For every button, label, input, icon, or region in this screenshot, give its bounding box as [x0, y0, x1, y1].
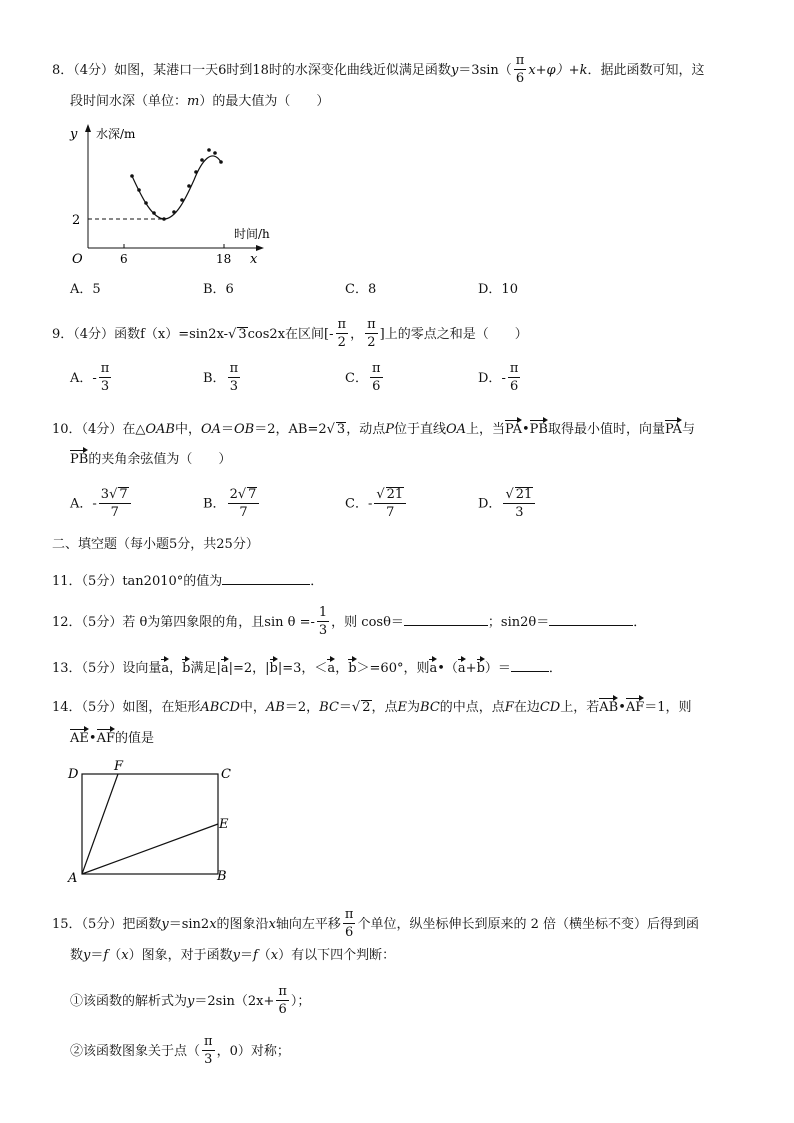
q9-func: cos2x在区间	[247, 326, 325, 342]
q15-var: y	[83, 948, 91, 963]
q14-text: •	[88, 731, 97, 746]
graph-x-axis-label: x	[250, 252, 258, 267]
q8-option-a[interactable]: A．5	[70, 282, 101, 297]
q8-var-y: y	[450, 62, 459, 78]
q15-score: （5分）	[81, 916, 123, 932]
q14-text: ，点	[371, 700, 398, 715]
sqrt-sign: √	[326, 422, 335, 437]
q15-text: ①该函数的解析式为	[70, 993, 188, 1009]
frac-numerator	[228, 487, 260, 504]
q9-option-d[interactable]	[478, 362, 522, 395]
q15-text: （	[257, 948, 271, 963]
q14-text: •	[618, 700, 626, 715]
q14-var: BC	[420, 700, 440, 715]
option-frac	[503, 487, 535, 521]
q14-text: 中，	[239, 700, 266, 715]
q15-text: ）有以下四个判断：	[278, 948, 396, 963]
q14-text: ＝2，	[284, 700, 320, 715]
sqrt-sign: √	[237, 487, 247, 502]
frac-numerator: π	[202, 1035, 215, 1051]
vector-a: a	[161, 657, 169, 675]
radicand: 7	[248, 487, 257, 502]
q8-number: 8．	[52, 62, 74, 78]
q10-var: OAB	[145, 422, 175, 437]
q15-text: ＝	[239, 948, 253, 963]
vector-af: AF	[97, 727, 115, 745]
q12-text: ；sin2θ＝	[487, 614, 550, 630]
option-label: C．	[345, 370, 368, 386]
frac-denominator: 6	[372, 379, 381, 395]
q10-option-a[interactable]	[70, 487, 133, 521]
option-label: B．	[203, 370, 226, 386]
q15-var: y	[187, 993, 195, 1009]
q13-number: 13．	[52, 661, 82, 676]
q11-text: ．	[310, 574, 324, 589]
q11-line	[52, 572, 323, 588]
minus-sign: -	[329, 326, 334, 342]
graph-origin-label: O	[72, 252, 83, 267]
q12-text: ．	[633, 614, 647, 630]
radicand: 21	[515, 487, 533, 502]
frac-denominator: 3	[229, 379, 238, 395]
sqrt-sign: √	[351, 700, 361, 715]
frac-denominator: 3	[318, 623, 328, 639]
sqrt-sign: √	[376, 487, 385, 502]
comma: ，	[350, 326, 364, 342]
q10-option-c[interactable]	[345, 487, 408, 521]
q8-line1	[52, 54, 704, 87]
q10-text: ＝	[221, 422, 235, 437]
q15-frac	[343, 908, 356, 941]
q9-neg-pi-over-2	[336, 318, 349, 351]
frac-denominator: 7	[239, 505, 248, 521]
sqrt-sign: √	[109, 487, 118, 502]
q9-line1	[52, 318, 528, 351]
q15-var: x	[270, 948, 279, 963]
q15-text: ，0）对称；	[216, 1043, 290, 1059]
q15-frac	[202, 1035, 215, 1068]
frac-numerator	[99, 487, 131, 504]
graph-x-tick-6: 6	[120, 252, 128, 266]
option-frac	[99, 362, 112, 395]
q12-number: 12．	[52, 614, 82, 630]
section-heading: 二、填空题（每小题5分，共25分）	[52, 537, 259, 552]
q14-line1	[52, 696, 692, 715]
q12-score: （5分）	[81, 614, 123, 630]
q14-text: 上，若	[560, 700, 600, 715]
frac-denominator: 6	[515, 71, 525, 87]
option-frac	[370, 362, 383, 395]
fig-label-f: F	[114, 759, 124, 774]
frac-numerator: π	[370, 362, 383, 378]
frac-numerator	[503, 487, 535, 504]
q8-text: 时的水深变化曲线近似满足函数	[268, 62, 451, 78]
option-label: B．	[203, 496, 226, 512]
q10-text: ，动点	[346, 422, 386, 437]
q15-judgement-2	[70, 1035, 290, 1068]
vector-b: b	[348, 657, 356, 675]
graph-y-title: 水深/m	[96, 127, 136, 141]
q14-sqrt-2: 2	[362, 700, 371, 715]
sqrt-sign: √	[505, 487, 514, 502]
q8-func: ＝3sin（	[458, 62, 512, 78]
q9-func: 函数f（x）=sin2x-	[114, 326, 229, 342]
frac-numerator: π	[365, 318, 378, 334]
vector-a: a	[458, 657, 466, 675]
frac-denominator: 2	[367, 335, 376, 351]
radicand: 7	[119, 487, 128, 502]
q13-text: ，	[335, 661, 349, 676]
q8-func: x+φ）+	[528, 62, 580, 78]
q12-sin: sin θ =-	[264, 614, 315, 630]
q15-number: 15．	[52, 916, 82, 932]
q14-text: 的值是	[114, 731, 154, 746]
q15-var: f	[103, 948, 109, 963]
frac-numerator: π	[343, 908, 356, 924]
q13-score: （5分）	[81, 661, 123, 676]
q8-text: ）的最大值为（ ）	[199, 94, 330, 109]
option-label: D．	[478, 496, 502, 512]
q13-text: ．	[548, 661, 562, 676]
q14-var: BC	[319, 700, 339, 715]
q9-sqrt-3: 3	[238, 326, 247, 342]
q14-score: （5分）	[81, 700, 123, 715]
frac-denominator: 2	[337, 335, 346, 351]
q8-text: 如图，某港口一天	[114, 62, 219, 78]
q13-answer-blank[interactable]	[511, 659, 549, 672]
q15-text: ②该函数图象关于点（	[70, 1043, 201, 1059]
q14-text: ＝1，则	[644, 700, 692, 715]
graph-y-axis-label: y	[70, 127, 78, 142]
q15-text: ＝2sin（2x+	[194, 993, 275, 1009]
q11-text: tan2010°的值为	[122, 574, 223, 589]
q12-text: ，则 cosθ＝	[331, 614, 404, 630]
fig-label-d: D	[68, 767, 79, 782]
q15-var: f	[252, 948, 258, 963]
frac-numerator: π	[336, 318, 349, 334]
q10-var: OA	[200, 422, 221, 437]
q10-text: •	[522, 422, 530, 437]
option-label: D．	[478, 370, 502, 386]
vector-ae: AE	[70, 727, 89, 745]
q14-var: CD	[539, 700, 561, 715]
q8-hour-6: 6	[218, 62, 227, 78]
frac-numerator: π	[276, 985, 289, 1001]
vector-b: b	[270, 657, 278, 675]
q10-text: 中，	[174, 422, 201, 437]
q14-text: ＝	[338, 700, 352, 715]
option-label: A．	[70, 370, 93, 386]
frac-numerator: π	[508, 362, 521, 378]
fig-label-b: B	[217, 869, 227, 884]
q10-number: 10．	[52, 422, 82, 437]
q15-var: y	[232, 948, 240, 963]
q9-bracket: [	[324, 326, 330, 342]
q8-line2	[70, 95, 329, 108]
frac-numerator	[374, 487, 406, 504]
q8-option-d[interactable]: D．10	[478, 282, 518, 297]
q15-text: ）图象，对于函数	[128, 948, 233, 963]
q13-line	[52, 657, 562, 675]
frac-denominator: 3	[204, 1052, 213, 1068]
q15-var: x	[121, 948, 129, 963]
q12-frac	[317, 606, 329, 639]
fig-label-c: C	[221, 767, 231, 782]
q10-text: 与	[681, 422, 695, 437]
q9-bracket: ]	[379, 326, 385, 342]
q14-text: 如图，在矩形	[122, 700, 201, 715]
option-label: A．	[70, 496, 93, 512]
q8-text: 时到	[226, 62, 253, 78]
q10-var: OB	[234, 422, 255, 437]
q8-pi-over-6	[514, 54, 527, 87]
frac-numerator: π	[99, 362, 112, 378]
q10-score: （4分）	[81, 422, 123, 437]
frac-denominator: 7	[386, 505, 395, 521]
option-sign: -	[92, 496, 97, 512]
q13-text: 满足|	[190, 661, 221, 676]
q10-text: 上，当	[466, 422, 506, 437]
q15-text: ）；	[290, 993, 311, 1009]
graph-y-tick-2: 2	[72, 213, 81, 228]
fig-label-e: E	[219, 817, 229, 832]
q12-sin2-blank[interactable]	[549, 613, 633, 626]
frac-denominator: 3	[515, 505, 524, 521]
q15-text: 把函数	[122, 916, 162, 932]
q15-text: 轴向左平移	[275, 916, 341, 932]
q10-text: ＝2，AB=2	[254, 422, 327, 437]
q14-line2	[70, 727, 154, 745]
option-sign: -	[501, 370, 506, 386]
option-sign: -	[92, 370, 97, 386]
q15-text: 个单位，纵坐标伸长到原来的 2 倍（横坐标不变）后得到函	[357, 916, 699, 932]
frac-denominator: 3	[100, 379, 110, 395]
q12-text: 若 θ为第四象限的角，且	[122, 614, 265, 630]
q15-frac	[276, 985, 289, 1018]
vector-b: b	[182, 657, 190, 675]
q15-var: x	[209, 916, 217, 932]
frac-numerator: π	[514, 54, 527, 70]
q10-text: 在△	[122, 422, 146, 437]
vector-af: AF	[626, 696, 644, 714]
option-frac	[508, 362, 521, 395]
coef: 2	[229, 487, 238, 502]
q14-var: F	[504, 700, 514, 715]
vector-pb: PB	[70, 448, 88, 466]
radicand: 21	[386, 487, 404, 502]
q10-var: OA	[445, 422, 467, 437]
option-frac	[228, 362, 241, 395]
q12-line	[52, 606, 646, 639]
vector-pa: PA	[505, 418, 522, 436]
q10-text: 位于直线	[393, 422, 446, 437]
q9-option-a[interactable]	[70, 362, 113, 395]
q9-pi-over-2	[365, 318, 378, 351]
q14-rectangle-figure	[62, 758, 242, 888]
frac-numerator: 1	[317, 606, 329, 622]
q14-number: 14．	[52, 700, 82, 715]
q8-var-k: k	[579, 62, 588, 78]
vector-pa: PA	[665, 418, 682, 436]
q8-text: 段时间水深（单位：	[70, 94, 188, 109]
q14-text: 为	[407, 700, 421, 715]
q15-text: ＝	[90, 948, 104, 963]
q10-text: 取得最小值时，向量	[547, 422, 665, 437]
q14-text: 的中点，点	[439, 700, 505, 715]
q9-option-b[interactable]	[203, 362, 242, 395]
frac-denominator: 6	[278, 1002, 287, 1018]
q14-var: ABCD	[200, 700, 240, 715]
option-frac	[99, 487, 131, 521]
q15-var: y	[161, 916, 169, 932]
q10-text: 的夹角余弦值为（ ）	[88, 452, 232, 467]
sqrt-sign: √	[228, 326, 237, 342]
option-sign: -	[367, 496, 373, 512]
frac-numerator: π	[228, 362, 241, 378]
vector-a: a	[429, 657, 437, 675]
q15-text: 的图象沿	[216, 916, 269, 932]
frac-denominator: 7	[110, 505, 119, 521]
q14-var: E	[397, 700, 408, 715]
vector-ab: AB	[599, 696, 618, 714]
q8-hour-18: 18	[252, 62, 269, 78]
q11-score: （5分）	[81, 574, 123, 589]
graph-x-title: 时间/h	[234, 227, 270, 241]
vector-pb: PB	[530, 418, 548, 436]
frac-denominator: 6	[345, 925, 354, 941]
q14-text: 在边	[513, 700, 540, 715]
q15-var: x	[268, 916, 276, 932]
q13-text: 设向量	[122, 661, 162, 676]
q8-score: （4分）	[73, 62, 115, 78]
frac-denominator: 6	[509, 379, 519, 395]
q15-text: ＝sin2	[168, 916, 210, 932]
q8-unit-m: m	[187, 94, 200, 109]
q10-var: P	[385, 422, 394, 437]
q10-option-b[interactable]	[203, 487, 261, 521]
q13-text: ＞=60°，则	[356, 661, 430, 676]
option-frac	[228, 487, 260, 521]
q8-text: ．据此函数可知，这	[587, 62, 705, 78]
q13-text: •（	[437, 661, 458, 676]
q15-text: （	[108, 948, 122, 963]
q8-water-depth-graph	[64, 120, 274, 270]
vector-b: b	[477, 657, 485, 675]
q8-option-b[interactable]: B．6	[203, 282, 234, 297]
q12-cos-blank[interactable]	[404, 613, 488, 626]
q15-line1	[52, 908, 699, 941]
q10-line2	[70, 448, 231, 466]
q11-answer-blank[interactable]	[222, 572, 310, 585]
q9-number: 9．	[52, 326, 74, 342]
q13-text: ）＝	[484, 661, 511, 676]
q10-line1	[52, 418, 695, 437]
q9-text: 上的零点之和是（ ）	[384, 326, 528, 342]
q10-option-d[interactable]	[478, 487, 537, 521]
coef: 3	[100, 487, 110, 502]
q11-number: 11．	[52, 574, 82, 589]
q9-score: （4分）	[73, 326, 115, 342]
q15-judgement-1	[70, 985, 310, 1018]
q14-var: AB	[265, 700, 285, 715]
q13-text: +	[465, 661, 477, 676]
q13-text: |=3，＜	[277, 661, 328, 676]
q10-sqrt-3: 3	[336, 422, 346, 437]
q15-text: 数	[70, 948, 84, 963]
graph-x-tick-18: 18	[216, 252, 232, 266]
vector-a: a	[221, 657, 229, 675]
option-label: C．	[345, 496, 368, 512]
fig-label-a: A	[68, 871, 78, 886]
q13-text: |=2，|	[228, 661, 270, 676]
q9-option-c[interactable]	[345, 362, 385, 395]
q8-option-c[interactable]: C．8	[345, 282, 377, 297]
option-frac	[374, 487, 406, 521]
vector-a: a	[327, 657, 335, 675]
q13-text: ，	[169, 661, 183, 676]
q15-line2	[70, 949, 395, 962]
